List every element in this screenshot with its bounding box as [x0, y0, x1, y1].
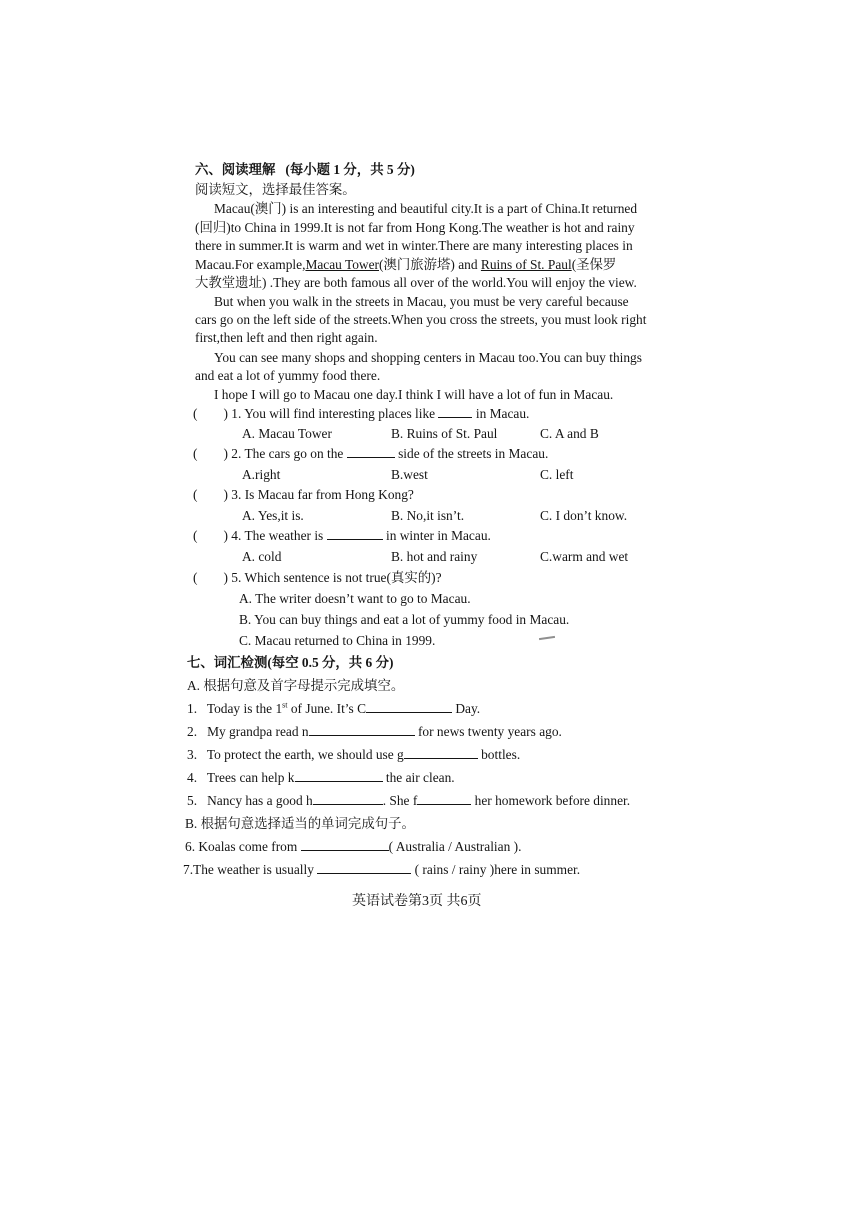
fill-blank[interactable] [404, 746, 478, 759]
question-text: 3. Is Macau far from Hong Kong? [231, 487, 414, 502]
section6-score-note: (每小题 1 分，共 5 分) [285, 162, 415, 177]
passage-line [195, 256, 616, 274]
passage-line: Macau(澳门) is an interesting and beautiful city.It is a part of China.It returned [214, 201, 638, 216]
answer-paren-open: ( [193, 406, 198, 421]
vocab-item-4 [187, 769, 455, 787]
option-b: B.west [391, 467, 428, 482]
passage-text: (澳门旅游塔) and [379, 257, 481, 272]
fill-blank[interactable] [438, 405, 472, 418]
fill-blank[interactable] [309, 723, 415, 736]
option-a: A. Macau Tower [242, 426, 332, 441]
passage-line: 大教堂遗址) .They are both famous all over of the world.You will enjoy the view. [195, 275, 637, 290]
question-5 [193, 569, 442, 587]
option-a: A. cold [242, 549, 282, 564]
fill-blank[interactable] [313, 792, 383, 805]
question-text: 5. Which sentence is not true(真实的)? [231, 570, 442, 585]
section7-part-b: B. 根据句意选择适当的单词完成句子。 [185, 816, 415, 831]
item-number: 5. [187, 793, 198, 808]
item-text: Day. [455, 701, 481, 716]
item-number: 1. [187, 701, 198, 716]
question-3 [193, 486, 414, 504]
section6-title: 六、阅读理解 [195, 162, 276, 177]
passage-underlined-macau-tower: Macau Tower [305, 257, 379, 272]
item-text: . She f [382, 793, 418, 808]
item-number: 3. [187, 747, 198, 762]
question-text: 4. The weather is [231, 528, 324, 543]
item-text: To protect the earth, we should use g [206, 747, 404, 762]
section7-heading [187, 654, 393, 672]
question-text-after: side of the streets in Macau. [398, 446, 549, 461]
question-1 [193, 405, 529, 423]
option-b: B. hot and rainy [391, 549, 478, 564]
question-text-after: in Macau. [475, 406, 530, 421]
answer-paren-close: ) [223, 570, 228, 585]
item-number: 4. [187, 770, 198, 785]
option-c: C.warm and wet [540, 549, 629, 564]
option-b: B. No,it isn’t. [391, 508, 465, 523]
answer-paren-open: ( [193, 528, 198, 543]
question-2 [193, 445, 548, 463]
fill-blank[interactable] [366, 700, 452, 713]
passage-line: there in summer.It is warm and wet in winter.There are many interesting places in [195, 238, 633, 253]
option-a: A. The writer doesn’t want to go to Macau. [239, 591, 471, 606]
section7-score-note: (每空 0.5 分，共 6 分) [267, 655, 394, 670]
passage-line: You can see many shops and shopping centers in Macau too.You can buy things [214, 350, 642, 365]
fill-blank[interactable] [327, 527, 383, 540]
vocab-item-6 [185, 838, 521, 856]
passage-line: I hope I will go to Macau one day.I think I will have a lot of fun in Macau. [214, 387, 614, 402]
fill-blank[interactable] [347, 445, 395, 458]
item-text: for news twenty years ago. [417, 724, 562, 739]
item-text: 7.The weather is usually [183, 862, 314, 877]
item-text: of June. It’s C [287, 701, 366, 716]
answer-paren-close: ) [223, 406, 228, 421]
option-a: A. Yes,it is. [242, 508, 304, 523]
fill-blank[interactable] [417, 792, 471, 805]
vocab-item-3 [187, 746, 520, 764]
question-text: 2. The cars go on the [231, 446, 344, 461]
passage-text: (圣保罗 [571, 257, 617, 272]
section7-part-a: A. 根据句意及首字母提示完成填空。 [187, 678, 405, 693]
pen-mark [539, 636, 555, 640]
option-c: C. A and B [540, 426, 599, 441]
item-text: Today is the 1 [206, 701, 283, 716]
item-text: Nancy has a good h [207, 793, 313, 808]
item-text: the air clean. [385, 770, 455, 785]
fill-blank[interactable] [301, 838, 389, 851]
section6-instruction: 阅读短文，选择最佳答案。 [195, 182, 356, 197]
option-a: A.right [242, 467, 281, 482]
answer-paren-open: ( [193, 487, 198, 502]
fill-blank[interactable] [295, 769, 383, 782]
item-text: Trees can help k [206, 770, 295, 785]
passage-line: (回归)to China in 1999.It is not far from Hong Kong.The weather is hot and rainy [195, 220, 635, 235]
fill-blank[interactable] [317, 861, 411, 874]
vocab-item-1 [187, 700, 480, 718]
vocab-item-2 [187, 723, 562, 741]
section7-title: 七、词汇检测 [187, 655, 268, 670]
item-text: My grandpa read n [207, 724, 309, 739]
vocab-item-7 [183, 861, 580, 879]
answer-paren-close: ) [223, 528, 228, 543]
option-b: B. You can buy things and eat a lot of yummy food in Macau. [239, 612, 570, 627]
question-4 [193, 527, 491, 545]
item-text: ( Australia / Australian ). [388, 839, 522, 854]
item-text: her homework before dinner. [474, 793, 631, 808]
answer-paren-open: ( [193, 570, 198, 585]
passage-line: first,then left and then right again. [195, 330, 378, 345]
passage-underlined-ruins: Ruins of St. Paul [480, 257, 572, 272]
answer-paren-close: ) [223, 446, 228, 461]
vocab-item-5 [187, 792, 630, 810]
passage-line: But when you walk in the streets in Macau, you must be very careful because [214, 294, 629, 309]
passage-line: and eat a lot of yummy food there. [195, 368, 381, 383]
item-text: ( rains / rainy )here in summer. [414, 862, 581, 877]
page-footer: 英语试卷第3页 共6页 [352, 894, 482, 909]
passage-line: cars go on the left side of the streets.When you cross the streets, you must look right [195, 312, 647, 327]
option-c: C. Macau returned to China in 1999. [239, 633, 436, 648]
option-b: B. Ruins of St. Paul [391, 426, 498, 441]
superscript: st [282, 700, 288, 710]
question-text-after: in winter in Macau. [386, 528, 491, 543]
section6-heading [195, 161, 415, 179]
question-text: 1. You will find interesting places like [231, 406, 436, 421]
answer-paren-open: ( [193, 446, 198, 461]
answer-paren-close: ) [223, 487, 228, 502]
option-c: C. I don’t know. [540, 508, 628, 523]
item-text: 6. Koalas come from [185, 839, 298, 854]
item-number: 2. [187, 724, 198, 739]
option-c: C. left [540, 467, 574, 482]
passage-text: Macau.For example, [195, 257, 306, 272]
item-text: bottles. [481, 747, 521, 762]
